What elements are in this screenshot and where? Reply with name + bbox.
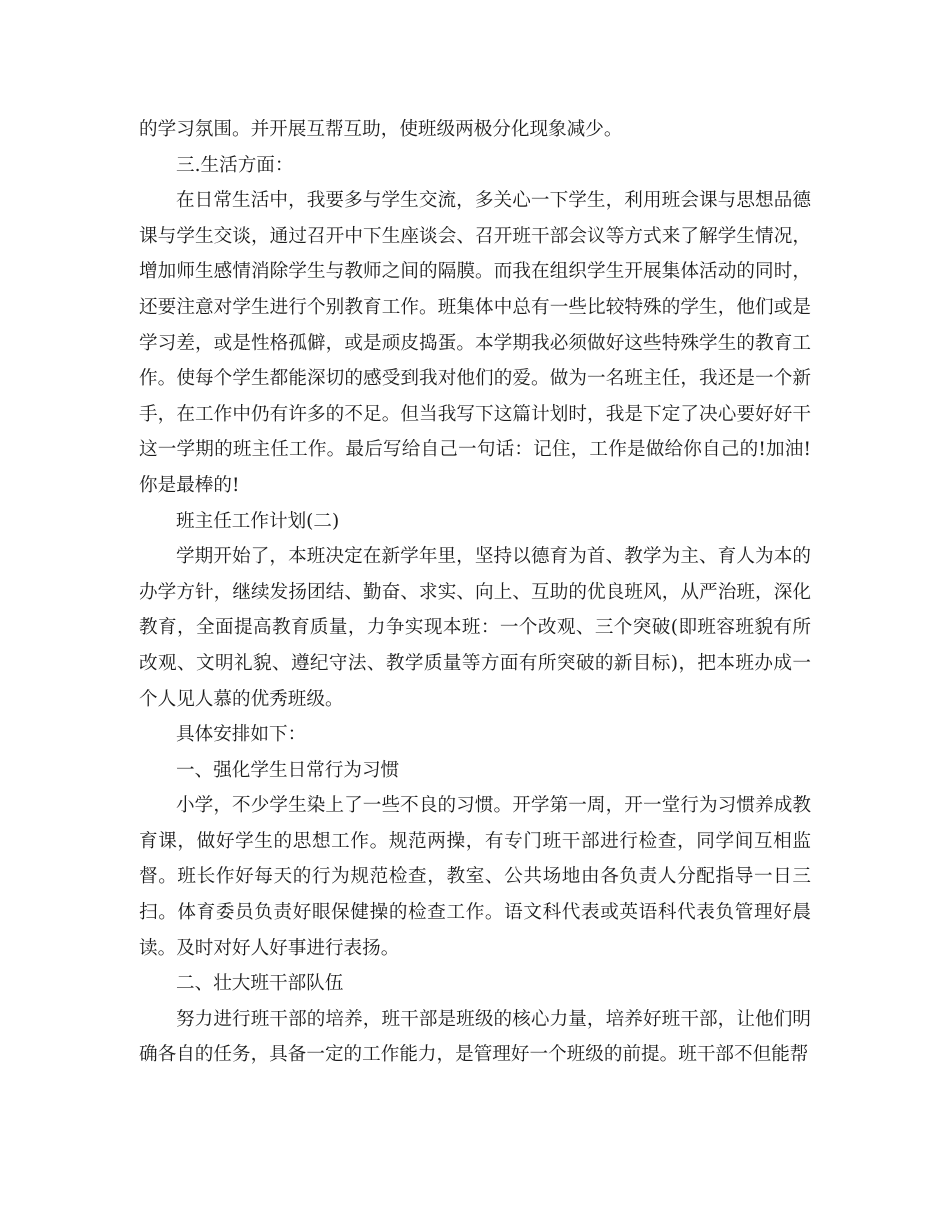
paragraph-habits: 小学，不少学生染上了一些不良的习惯。开学第一周，开一堂行为习惯养成教育课，做好学生的思想工作。规范两操，有专门班干部进行检查，同学间互相监督。班长作好每天的行为规范检查，教室、公共场地由各负责人分配指导一日三扫。体育委员负责好眼保健操的检查工作。语文科代表或英语科代表负管理好晨读。及时对好人好事进行表扬。 <box>139 795 811 959</box>
section-heading-life: 三.生活方面： <box>176 154 294 176</box>
paragraph-semester-start: 学期开始了，本班决定在新学年里，坚持以德育为首、教学为主、育人为本的办学方针，继续发扬团结、勤奋、求实、向上、互助的优良班风，从严治班，深化教育，全面提高教育质量，力争实现本班：一个改观、三个突破(即班容班貌有所改观、文明礼貌、遵纪守法、教学质量等方面有所突破的新目标)，把本班办成一个人见人慕的优秀班级。 <box>139 546 811 710</box>
document-body <box>139 112 811 1073</box>
section-heading-arrangement: 具体安排如下： <box>176 724 307 746</box>
paragraph-class-cadres: 努力进行班干部的培养，班干部是班级的核心力量，培养好班干部，让他们明确各自的任务，具备一定的工作能力，是管理好一个班级的前提。班干部不但能帮 <box>139 1008 811 1066</box>
section-heading-plan-two: 班主任工作计划(二) <box>176 510 340 532</box>
paragraph-daily-life: 在日常生活中，我要多与学生交流，多关心一下学生，利用班会课与思想品德课与学生交谈，通过召开中下生座谈会、召开班干部会议等方式来了解学生情况，增加师生感情消除学生与教师之间的隔膜。而我在组织学生开展集体活动的同时，还要注意对学生进行个别教育工作。班集体中总有一些比较特殊的学生，他们或是学习差，或是性格孤僻，或是顽皮捣蛋。本学期我必须做好这些特殊学生的教育工作。使每个学生都能深切的感受到我对他们的爱。做为一名班主任，我还是一个新手，在工作中仍有许多的不足。但当我写下这篇计划时，我是下定了决心要好好干这一学期的班主任工作。最后写给自己一句话：记住，工作是做给你自己的!加油!你是最棒的! <box>139 190 811 496</box>
section-heading-habits: 一、强化学生日常行为习惯 <box>176 759 400 781</box>
section-heading-class-cadres: 二、壮大班干部队伍 <box>176 973 344 995</box>
paragraph-continuation: 的学习氛围。并开展互帮互助，使班级两极分化现象减少。 <box>139 119 623 140</box>
